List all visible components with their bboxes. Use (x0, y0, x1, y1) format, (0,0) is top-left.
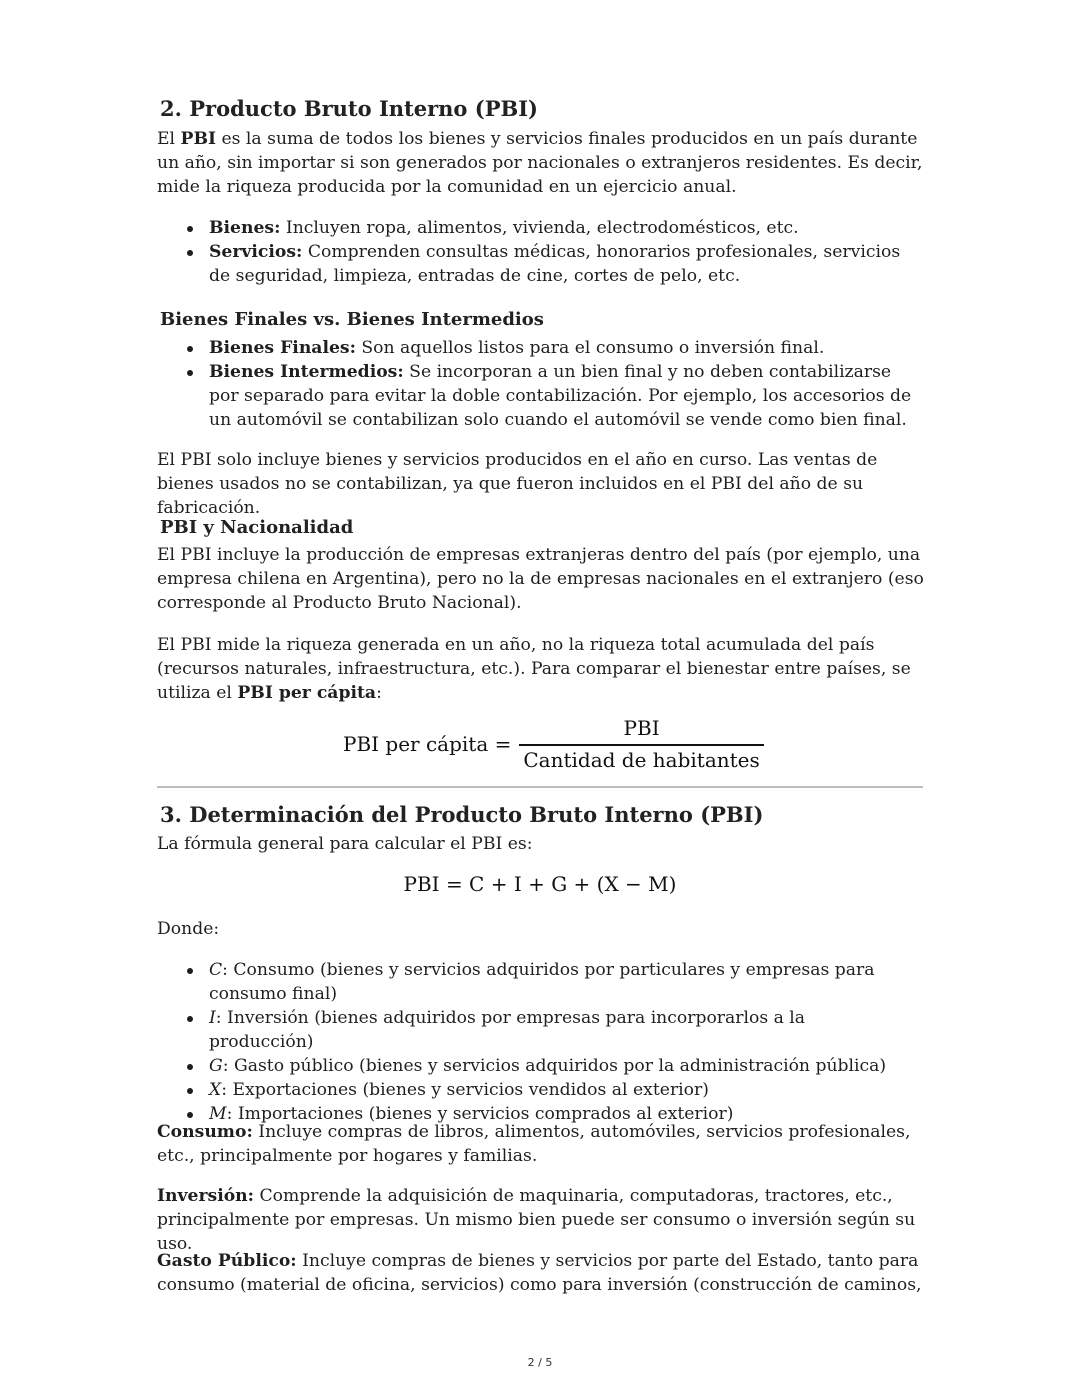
subsection-final-intermediate-title: Bienes Finales vs. Bienes Intermedios (160, 309, 544, 330)
list-item: C: Consumo (bienes y servicios adquiridos por particulares y empresas para consumo final) (157, 958, 897, 1006)
list-item: Bienes: Incluyen ropa, alimentos, vivienda, electrodomésticos, etc. (157, 216, 917, 240)
paragraph-per-capita: El PBI mide la riqueza generada en un año, no la riqueza total acumulada del país (recursos naturales, infraestructura, etc.). Para comparar el bienestar entre países, se utiliza el PBI per cápita: (157, 635, 911, 703)
subsection-nationality-title: PBI y Nacionalidad (160, 517, 354, 538)
paragraph-current-year: El PBI solo incluye bienes y servicios producidos en el año en curso. Las ventas de bienes usados no se contabilizan, ya que fueron incluidos en el PBI del año de su fabricación. (157, 450, 878, 518)
paragraph-consumo: Consumo: Incluye compras de libros, alimentos, automóviles, servicios profesionales, etc., principalmente por hogares y familias. (157, 1122, 911, 1166)
list-item: G: Gasto público (bienes y servicios adquiridos por la administración pública) (157, 1054, 897, 1078)
formula-numerator: PBI (623, 716, 660, 740)
section-3-title: 3. Determinación del Producto Bruto Interno (PBI) (160, 802, 764, 827)
list-item: I: Inversión (bienes adquiridos por empresas para incorporarlos a la producción) (157, 1006, 897, 1054)
list-item: X: Exportaciones (bienes y servicios vendidos al exterior) (157, 1078, 897, 1102)
section-3-intro: La fórmula general para calcular el PBI es: (157, 834, 533, 854)
paragraph-inversion: Inversión: Comprende la adquisición de maquinaria, computadoras, tractores, etc., principalmente por empresas. Un mismo bien puede ser consumo o inversión según su uso. (157, 1186, 916, 1254)
section-2-title: 2. Producto Bruto Interno (PBI) (160, 96, 538, 121)
page-number: 2 / 5 (527, 1356, 553, 1369)
formula-fraction (519, 716, 763, 772)
gdp-variables-list (157, 958, 897, 1126)
list-item: Servicios: Comprenden consultas médicas, honorarios profesionales, servicios de seguridad, limpieza, entradas de cine, cortes de pelo, etc. (157, 240, 917, 288)
list-item: Bienes Finales: Son aquellos listos para el consumo o inversión final. (157, 336, 917, 360)
list-item: M: Importaciones (bienes y servicios comprados al exterior) (157, 1102, 897, 1126)
formula-denominator: Cantidad de habitantes (519, 744, 763, 772)
formula-lhs: PBI per cápita = (343, 732, 512, 756)
section-2-intro: El PBI es la suma de todos los bienes y servicios finales producidos en un país durante un año, sin importar si son generados por nacionales o extranjeros residentes. Es decir, mide la riqueza producida por la comunidad en un ejercicio anual. (157, 129, 923, 197)
paragraph-gasto-publico: Gasto Público: Incluye compras de bienes y servicios por parte del Estado, tanto para consumo (material de oficina, servicios) como para inversión (construcción de caminos, (157, 1251, 922, 1295)
per-capita-formula (343, 716, 764, 772)
gdp-formula (0, 872, 1080, 896)
goods-services-list (157, 216, 917, 288)
paragraph-nationality: El PBI incluye la producción de empresas extranjeras dentro del país (por ejemplo, una empresa chilena en Argentina), pero no la de empresas nacionales en el extranjero (eso corresponde al Producto Bruto Nacional). (157, 545, 924, 613)
list-item: Bienes Intermedios: Se incorporan a un bien final y no deben contabilizarse por separado para evitar la doble contabilización. Por ejemplo, los accesorios de un automóvil se contabilizan solo cuando el automóvil se vende como bien final. (157, 360, 917, 432)
donde-label: Donde: (157, 919, 220, 939)
section-divider (157, 786, 923, 788)
final-intermediate-list (157, 336, 917, 432)
gdp-formula-text: PBI = C + I + G + (X − M) (403, 872, 677, 896)
